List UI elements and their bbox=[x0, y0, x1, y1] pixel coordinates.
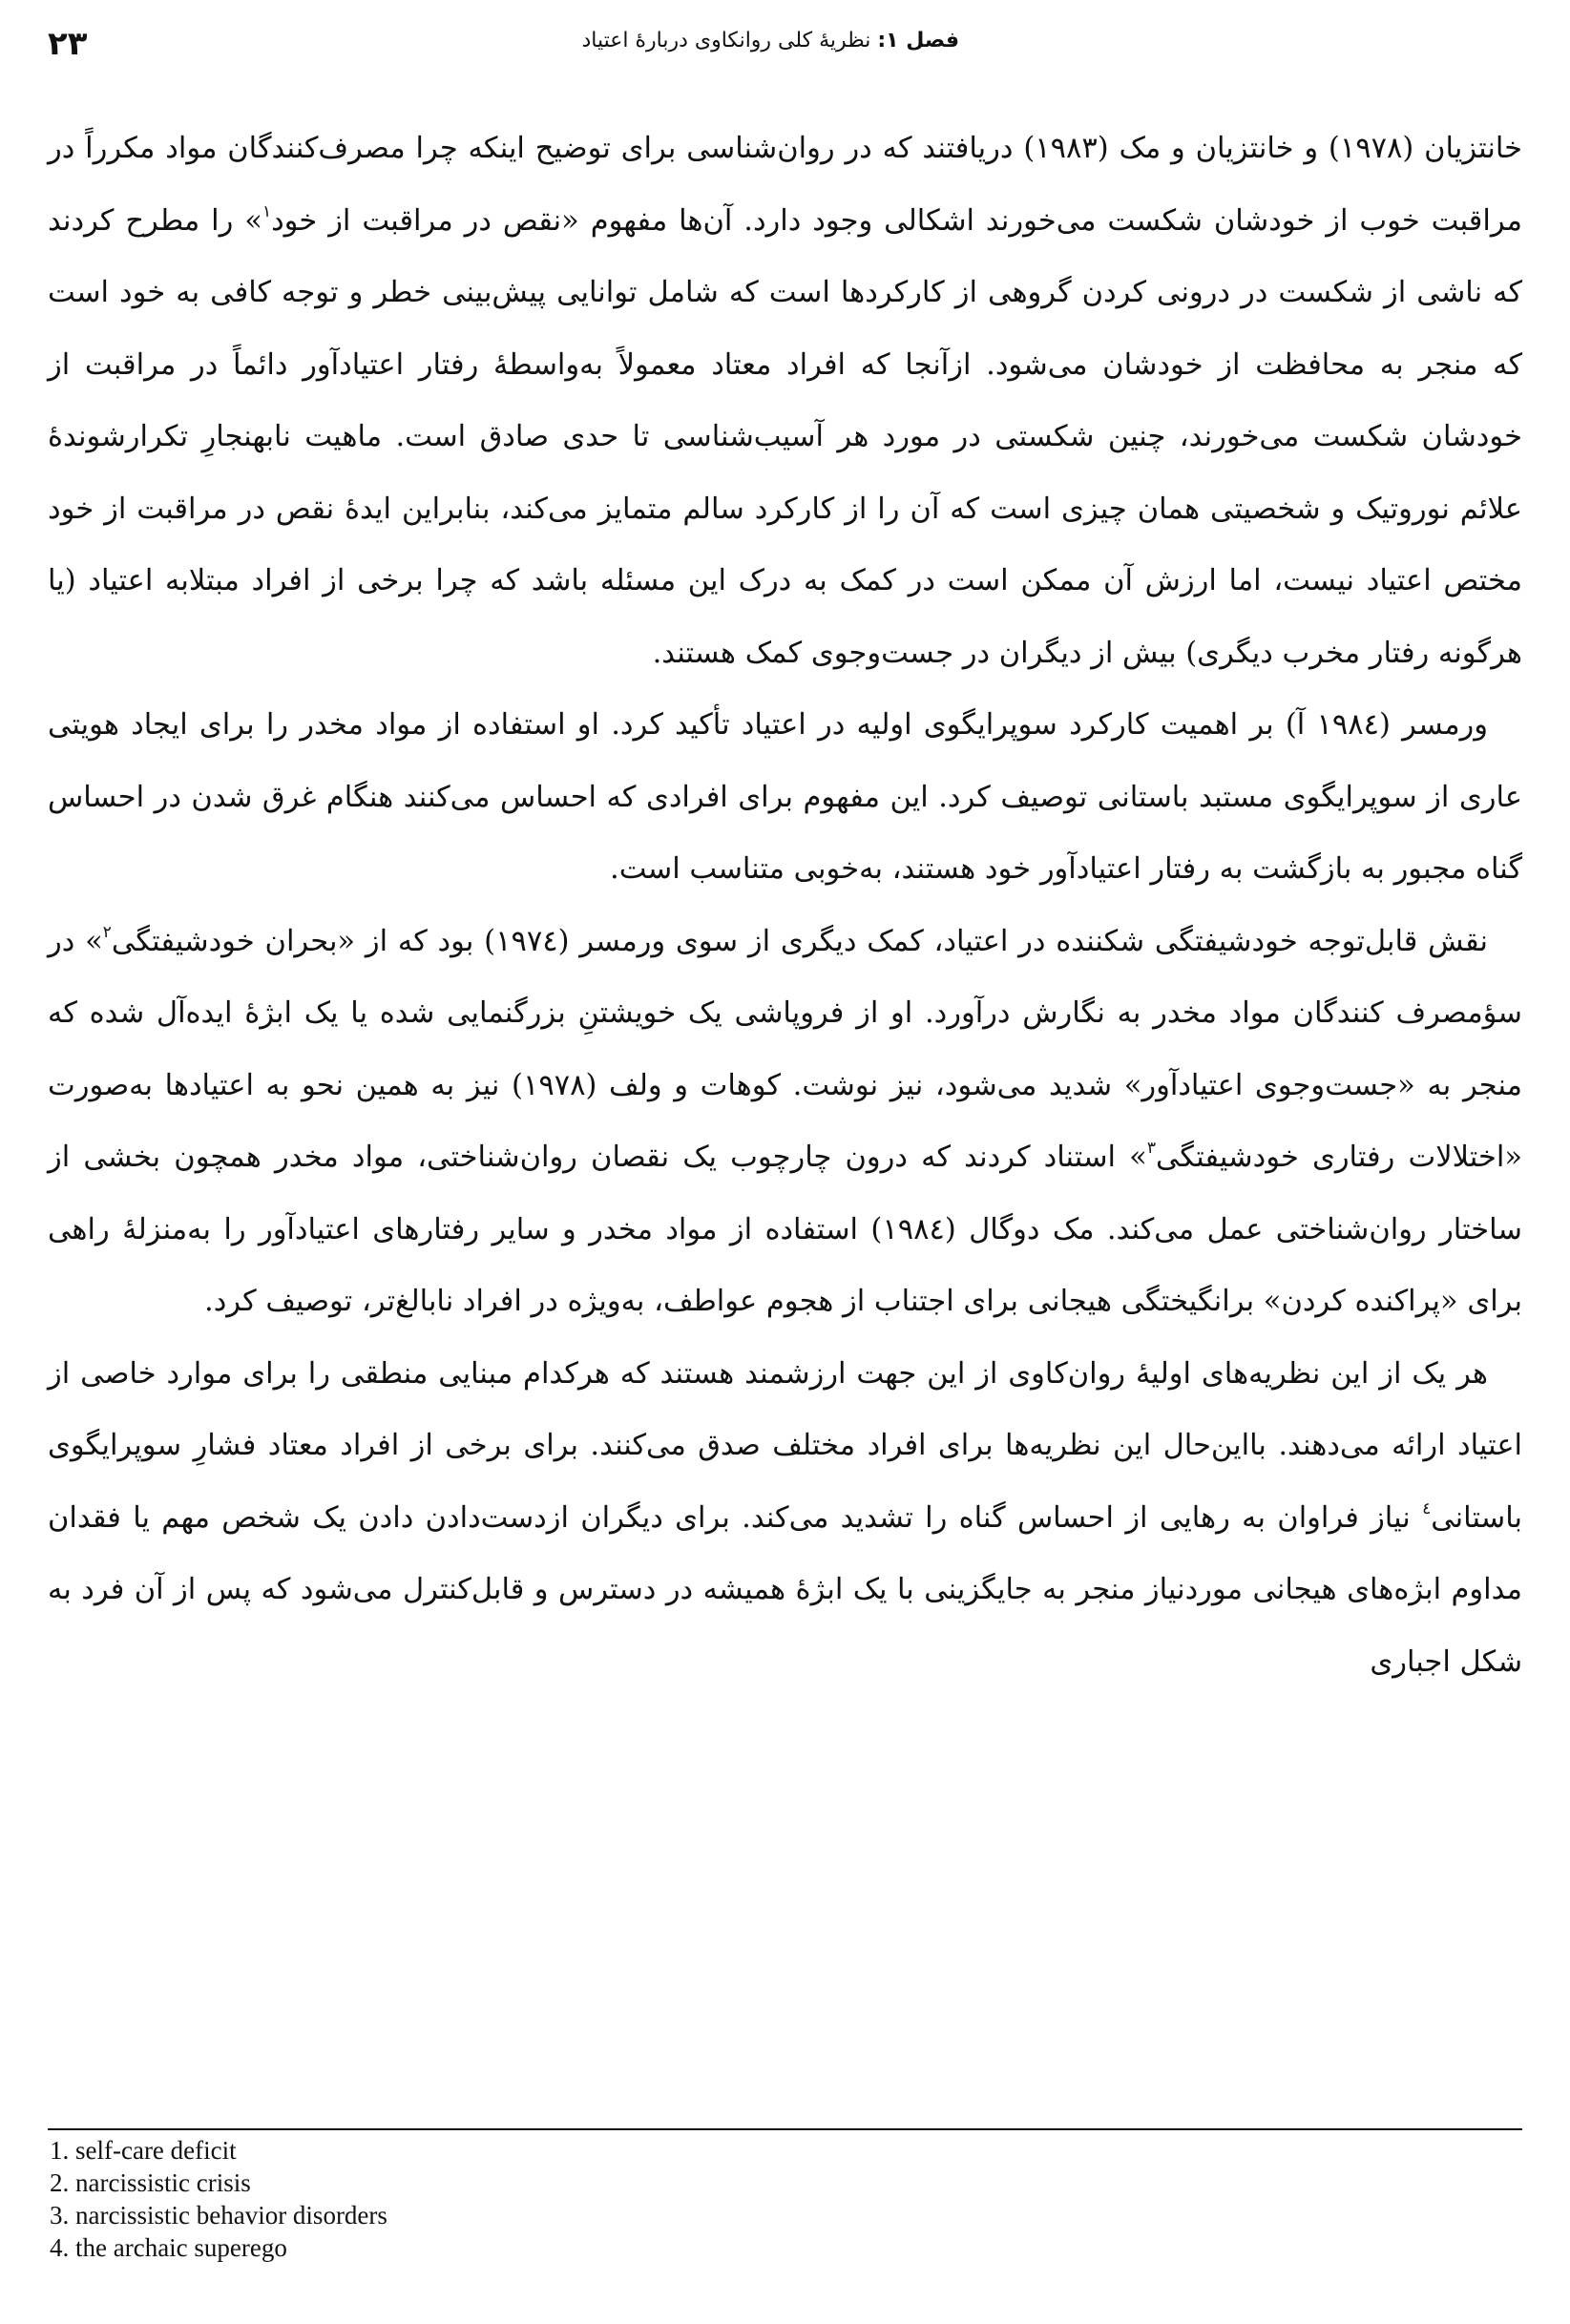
paragraph-text: ورمسر (۱۹۸٤ آ) بر اهمیت کارکرد سوپرایگوی اولیه در اعتیاد تأکید کرد. او استفاده از مواد مخدر را برای ایجاد هویتی عاری از سوپرایگوی مستبد باستانی توصیف کرد. این مفهوم برای افرادی که احساس می‌کنند هنگام غرق شدن در احساس گناه مجبور به بازگشت به رفتار اعتیادآور خود هستند، به‌خوبی متناسب است. bbox=[48, 708, 1522, 886]
body-text bbox=[48, 113, 1522, 1698]
footnote-marker: ۳ bbox=[1146, 1139, 1156, 1158]
chapter-label: فصل ۱: bbox=[877, 29, 959, 52]
page-number: ۲۳ bbox=[48, 25, 88, 63]
running-header bbox=[48, 17, 959, 74]
footnote-marker: ۲ bbox=[102, 922, 112, 942]
paragraph-text: نیاز فراوان به رهایی از احساس گناه را تشدید می‌کند. برای دیگران ازدست‌دادن دادن یک شخص مهم یا فقدان مداوم ابژه‌های هیجانی موردنیاز منجر به جایگزینی با یک ابژهٔ همیشه در دسترس و قابل‌کنترل می‌شود که پس از آن فرد به شکل اجباری bbox=[48, 1500, 1522, 1679]
paragraph-text: هر یک از این نظریه‌های اولیهٔ روان‌کاوی از این جهت ارزشمند هستند که هرکدام مبنایی منطقی را برای موارد خاصی از اعتیاد ارائه می‌دهند. بااین‌حال این نظریه‌ها برای افراد مختلف صدق می‌کنند. برای برخی از افراد معتاد فشارِ سوپرایگوی باستانی bbox=[48, 1356, 1522, 1535]
paragraph-text: خانتزیان (۱۹۷۸) و خانتزیان و مک (۱۹۸۳) دریافتند که در روان‌شناسی برای توضیح اینکه چرا مصرف‌کنندگان مواد مکرراً در مراقبت خوب از خودشان شکست می‌خورند اشکالی وجود دارد. آن‌ها مفهوم «نقص در مراقبت از خود bbox=[48, 132, 1522, 238]
footnote-1: 1. self-care deficit bbox=[50, 2136, 237, 2165]
footnote-4: 4. the archaic superego bbox=[50, 2233, 287, 2262]
paragraph-4 bbox=[48, 1338, 1522, 1699]
paragraph-2 bbox=[48, 689, 1522, 906]
running-title bbox=[581, 29, 959, 52]
footnotes bbox=[50, 2134, 387, 2264]
footnote-2: 2. narcissistic crisis bbox=[50, 2168, 251, 2197]
paragraph-1 bbox=[48, 113, 1522, 689]
paragraph-text: » در سؤمصرف کنندگان مواد مخدر به نگارش درآورد. او از فروپاشی یک خویشتنِ بزرگنمایی شده یا یک ابژهٔ ایده‌آل شده که منجر به «جست‌وجوی اعتیادآور» شدید می‌شود، نیز نوشت. کوهات و ولف (۱۹۷۸) نیز به همین نحو به اعتیادها به‌صورت «اختلالات رفتاری خودشیفتگی bbox=[48, 924, 1523, 1174]
footnote-marker: ۱ bbox=[262, 201, 272, 221]
paragraph-text: » استناد کردند که درون چارچوب یک نقصان روان‌شناختی، مواد مخدر همچون بخشی از ساختار روان‌شناختی عمل می‌کند. مک دوگال (۱۹۸٤) استفاده از مواد مخدر و سایر رفتارهای اعتیادآور را به‌منزلهٔ راهی برای «پراکنده کردن» برانگیختگی هیجانی برای اجتناب از هجوم عواطف، به‌ویژه در افراد نابالغ‌تر، توصیف کرد. bbox=[48, 1141, 1522, 1318]
paragraph-text: نقش قابل‌توجه خودشیفتگی شکننده در اعتیاد، کمک دیگری از سوی ورمسر (۱۹۷٤) بود که از «بحران خودشیفتگی bbox=[111, 924, 1488, 958]
footnote-divider bbox=[48, 2128, 1522, 2130]
footnote-marker: ٤ bbox=[1422, 1498, 1432, 1518]
paragraph-text: » را مطرح کردند که ناشی از شکست در درونی کردن گروهی از کارکردها است که شامل توانایی پیش‌بینی خطر و توجه کافی به خود است که منجر به محافظت از خودشان می‌شود. ازآنجا که افراد معتاد معمولاً به‌واسطهٔ رفتار اعتیادآور دائماً در مراقبت از خودشان شکست می‌خورند، چنین شکستی در مورد هر آسیب‌شناسی تا حدی صادق است. ماهیت نابهنجارِ تکرارشوندهٔ علائم نوروتیک و شخصیتی همان چیزی است که آن را از کارکرد سالم متمایز می‌کند، بنابراین ایدهٔ نقص در مراقبت از خود مختص اعتیاد نیست، اما ارزش آن ممکن است در کمک به درک این مسئله باشد که چرا برخی از افراد مبتلابه اعتیاد (یا هرگونه رفتار مخرب دیگری) بیش از دیگران در جست‌وجوی کمک هستند. bbox=[48, 203, 1522, 670]
chapter-title: نظریهٔ کلی روانکاوی دربارهٔ اعتیاد bbox=[581, 29, 871, 52]
footnote-3: 3. narcissistic behavior disorders bbox=[50, 2201, 387, 2230]
paragraph-3 bbox=[48, 906, 1522, 1338]
